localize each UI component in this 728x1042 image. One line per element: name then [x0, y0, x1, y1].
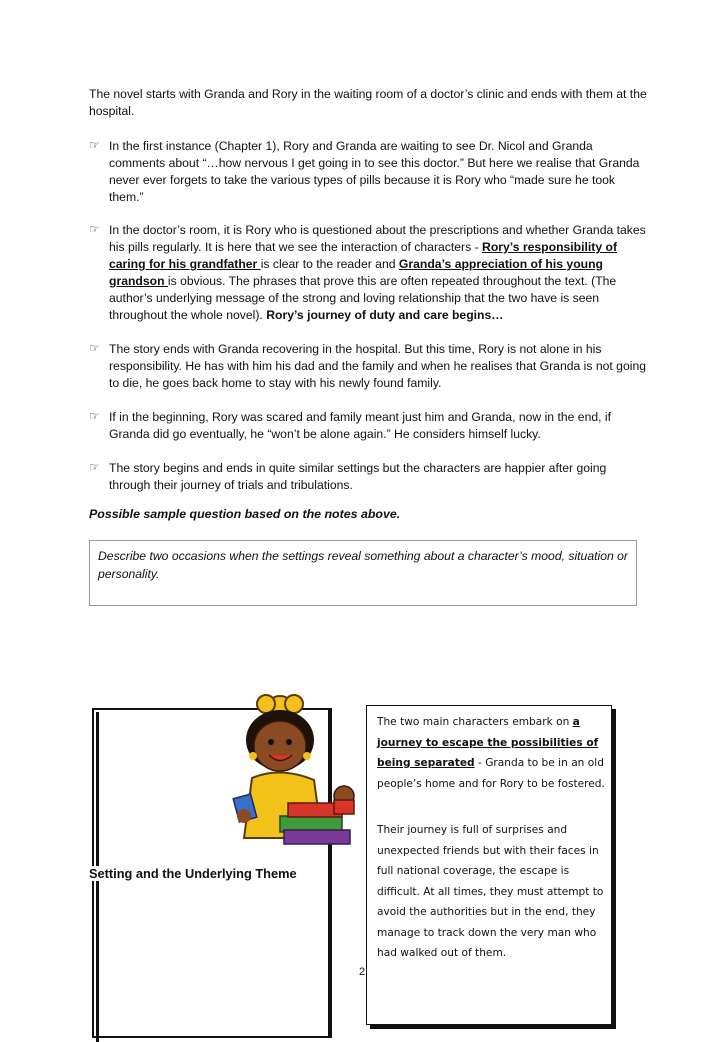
- bullet-text: The story begins and ends in quite similar settings but the characters are happier after going through their journey of trials and tribulations.: [109, 461, 607, 492]
- bullet-item: [89, 222, 649, 324]
- bullet-item: [89, 460, 649, 494]
- pointing-hand-icon: ☞: [89, 341, 100, 355]
- emphasis-journey: Rory’s journey of duty and care begins…: [266, 308, 504, 322]
- setting-theme-title: Setting and the Underlying Theme: [89, 866, 297, 881]
- question-text: Describe two occasions when the settings reveal something about a character’s mood, situation or personality.: [98, 549, 628, 581]
- bullet-text: is clear to the reader and: [260, 257, 399, 271]
- page-number: 2: [359, 966, 366, 978]
- pointing-hand-icon: ☞: [89, 222, 100, 236]
- sample-question-heading: Possible sample question based on the notes above.: [89, 507, 401, 521]
- pointing-hand-icon: ☞: [89, 409, 100, 423]
- girl-reading-clipart: [222, 688, 372, 848]
- notes-bullet-list: [89, 138, 649, 494]
- bullet-text: If in the beginning, Rory was scared and family meant just him and Granda, now in the end, if Granda did go eventually, he “won’t be alone again.” He considers himself lucky.: [109, 410, 611, 441]
- journey-emphasis: a journey to escape the possibilities of being separated: [377, 716, 599, 769]
- emphasis-appreciation: Granda’s appreciation of his young grandson: [109, 257, 603, 288]
- intro-paragraph: The novel starts with Granda and Rory in the waiting room of a doctor’s clinic and ends with them at the hospital.: [89, 87, 647, 118]
- bullet-item: [89, 138, 649, 206]
- bullet-text: is obvious. The phrases that prove this are often repeated throughout the text. (The author’s underlying message of the strong and loving relationship that the two have is seen throughout the whole novel).: [109, 274, 617, 322]
- journey-paragraph-2: Their journey is full of surprises and unexpected friends but with their faces in full national coverage, the escape is difficult. At all times, they must attempt to avoid the authorities but in the end, they manage to track down the very man who had walked out of them.: [377, 824, 604, 959]
- bullet-item: [89, 409, 649, 443]
- question-box: [89, 540, 637, 606]
- bullet-item: [89, 341, 649, 392]
- journey-text: The two main characters embark on: [377, 716, 573, 728]
- journey-text-box: [366, 705, 612, 1025]
- journey-paragraph-1: [377, 712, 605, 794]
- bullet-text: In the first instance (Chapter 1), Rory and Granda are waiting to see Dr. Nicol and Granda comments about “…how nervous I get going in to see this doctor.” But here we realise that Granda never ever forgets to take the various types of pills because it is Rory who “made sure he took them.”: [109, 139, 640, 204]
- bullet-text: The story ends with Granda recovering in the hospital. But this time, Rory is not alone in his responsibility. He has with him his dad and the family and when he realises that Granda is not going to die, he goes back home to stay with his newly found family.: [109, 342, 646, 390]
- journey-text: - Granda to be in an old people’s home and for Rory to be fostered.: [377, 757, 605, 790]
- emphasis-responsibility: Rory’s responsibility of caring for his grandfather: [109, 240, 618, 271]
- bullet-text: In the doctor’s room, it is Rory who is questioned about the prescriptions and whether Granda takes his pills regularly. It is here that we see the interaction of characters -: [109, 223, 646, 254]
- pointing-hand-icon: ☞: [89, 138, 100, 152]
- pointing-hand-icon: ☞: [89, 460, 100, 474]
